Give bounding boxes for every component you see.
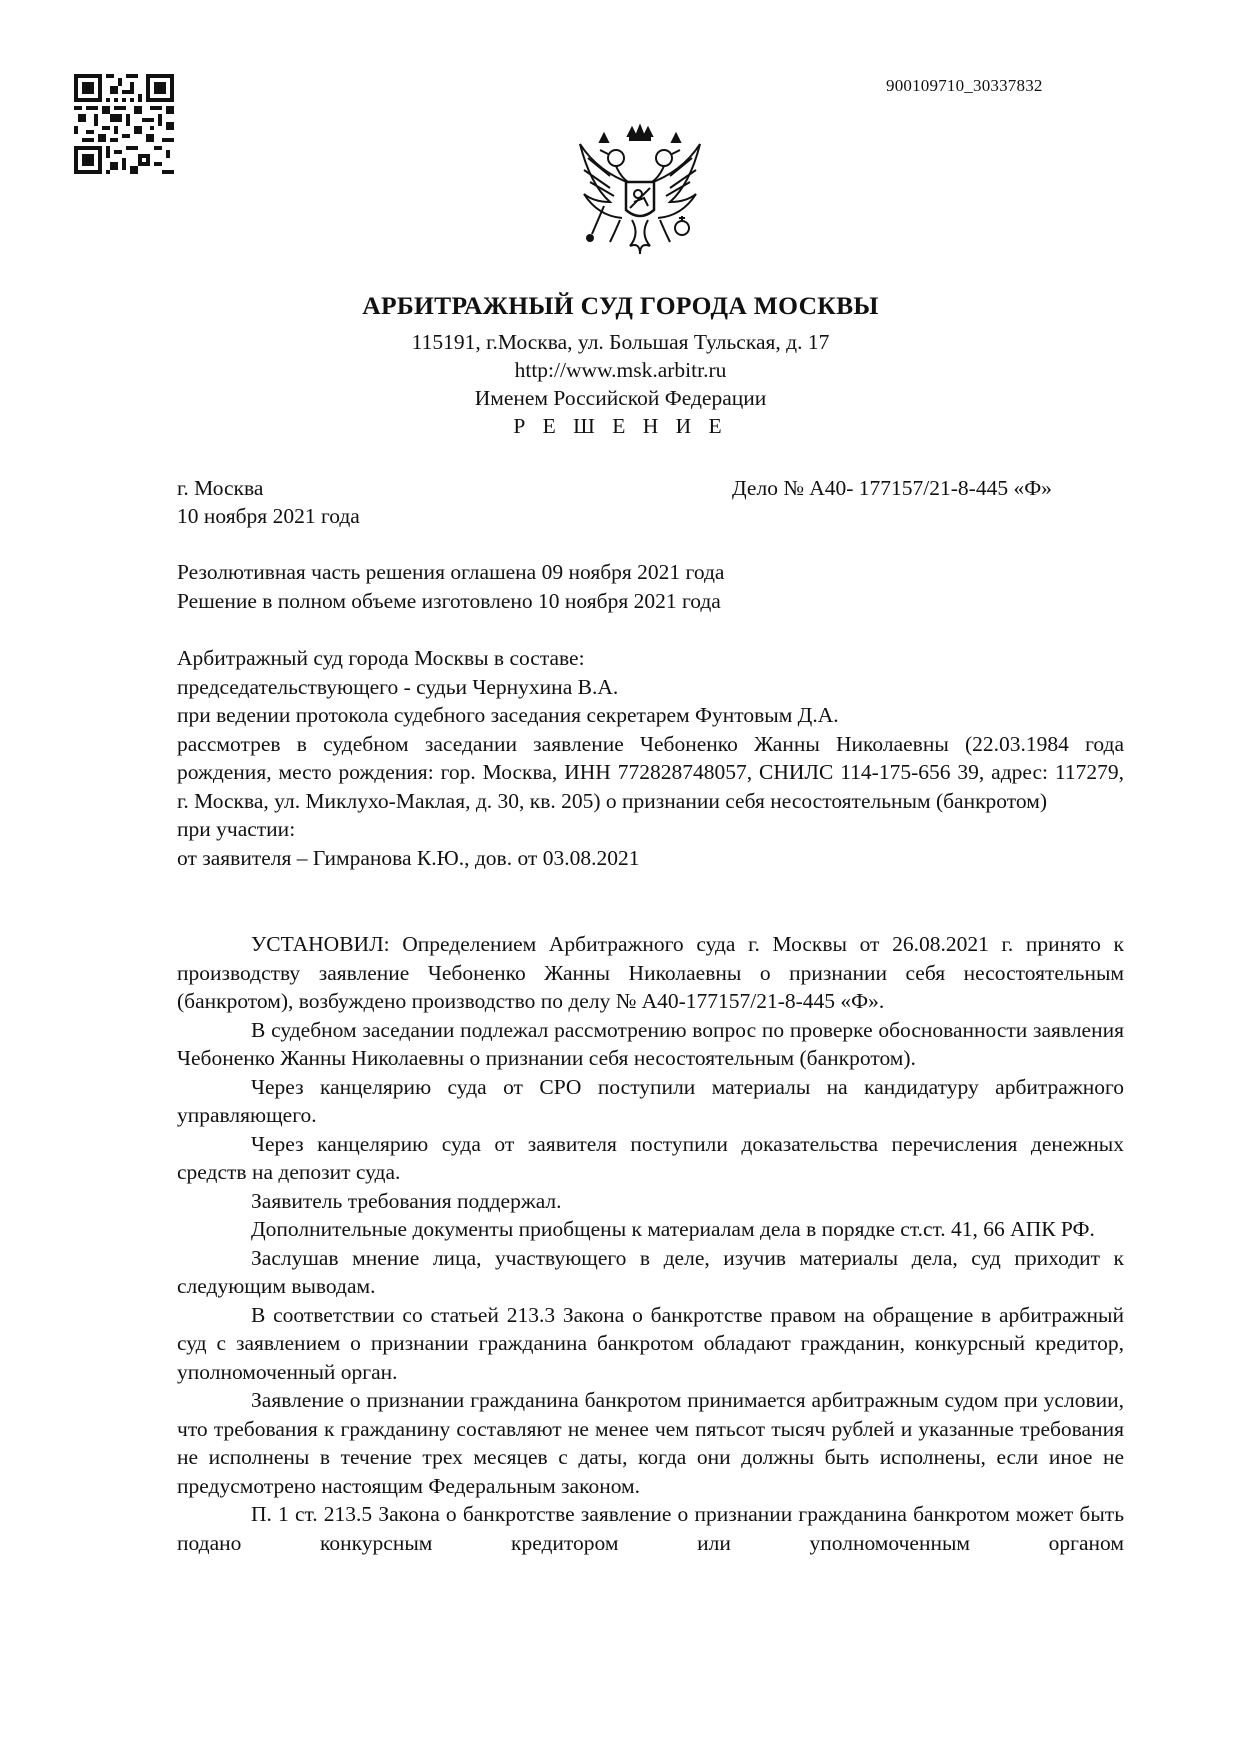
body-paragraph: Заявление о признании гражданина банкротом принимается арбитражным судом при условии, что требования к гражданину составляют не менее чем пятьсот тысяч рублей и указанные требования не исполнены в течение трех месяцев с даты, когда они должны быть исполнены, если иное не предусмотрено настоящим Федеральным законом. xyxy=(177,1388,1124,1498)
operative-part-line: Резолютивная часть решения оглашена 09 ноября 2021 года xyxy=(177,560,725,584)
on-behalf-line: Именем Российской Федерации xyxy=(474,386,767,410)
coat-of-arms-icon xyxy=(570,124,710,264)
body-paragraph: Дополнительные документы приобщены к материалам дела в порядке ст.ст. 41, 66 АПК РФ. xyxy=(251,1217,1095,1241)
decision-date: 10 ноября 2021 года xyxy=(177,504,360,528)
court-address: 115191, г.Москва, ул. Большая Тульская, д. 17 xyxy=(411,330,830,354)
secretary-line: при ведении протокола судебного заседания секретарем Фунтовым Д.А. xyxy=(177,703,839,727)
application-paragraph: рассмотрев в судебном заседании заявление Чебоненко Жанны Николаевны (22.03.1984 года рождения, место рождения: гор. Москва, ИНН 772828748057, СНИЛС 114-175-656 39, адрес: 117279, г. Москва, ул. Миклухо-Маклая, д. 30, кв. 205) о признании себя несостоятельным (банкротом) xyxy=(177,731,1124,813)
document-id: 900109710_30337832 xyxy=(886,76,1043,95)
announcement-block xyxy=(177,558,1124,615)
body-paragraph: Через канцелярию суда от заявителя поступили доказательства перечисления денежных средств на депозит суда. xyxy=(177,1131,1124,1184)
composition-block xyxy=(177,644,1124,872)
body-paragraph: П. 1 ст. 213.5 Закона о банкротстве заявление о признании гражданина банкротом может быть подано конкурсным кредитором или уполномоченным органом xyxy=(177,1502,1124,1555)
decision-title: Р Е Ш Е Н И Е xyxy=(513,414,728,438)
presiding-judge-line: председательствующего - судьи Чернухина В.А. xyxy=(177,674,619,699)
body-paragraph: Заслушав мнение лица, участвующего в деле, изучив материалы дела, суд приходит к следующим выводам. xyxy=(177,1245,1124,1298)
court-website: http://www.msk.arbitr.ru xyxy=(514,358,727,382)
qr-code-icon xyxy=(74,74,174,174)
court-name: АРБИТРАЖНЫЙ СУД ГОРОДА МОСКВЫ xyxy=(362,291,879,320)
composition-line: Арбитражный суд города Москвы в составе: xyxy=(177,646,585,670)
full-text-line: Решение в полном объеме изготовлено 10 ноября 2021 года xyxy=(177,588,721,613)
body-paragraph: В соответствии со статьей 213.3 Закона о банкротстве правом на обращение в арбитражный суд с заявлением о признании гражданина банкротом обладают гражданин, конкурсный кредитор, уполномоченный орган. xyxy=(177,1302,1124,1384)
case-number: Дело № А40- 177157/21-8-445 «Ф» xyxy=(732,476,1052,500)
body-paragraph: Через канцелярию суда от СРО поступили материалы на кандидатуру арбитражного управляющего. xyxy=(177,1074,1124,1127)
representative-line: от заявителя – Гимранова К.Ю., дов. от 03.08.2021 xyxy=(177,845,640,870)
body-paragraph: УСТАНОВИЛ: Определением Арбитражного суда г. Москвы от 26.08.2021 г. принято к производству заявление Чебоненко Жанны Николаевны о признании себя несостоятельным (банкротом), возбуждено производство по делу № А40-177157/21-8-445 «Ф». xyxy=(177,932,1124,1013)
body-paragraph: Заявитель требования поддержал. xyxy=(251,1188,562,1213)
participation-line: при участии: xyxy=(177,817,296,841)
city: г. Москва xyxy=(177,476,264,500)
body-paragraph: В судебном заседании подлежал рассмотрению вопрос по проверке обоснованности заявления Чебоненко Жанны Николаевны о признании себя несостоятельным (банкротом). xyxy=(177,1017,1124,1070)
body-text xyxy=(177,930,1124,1557)
